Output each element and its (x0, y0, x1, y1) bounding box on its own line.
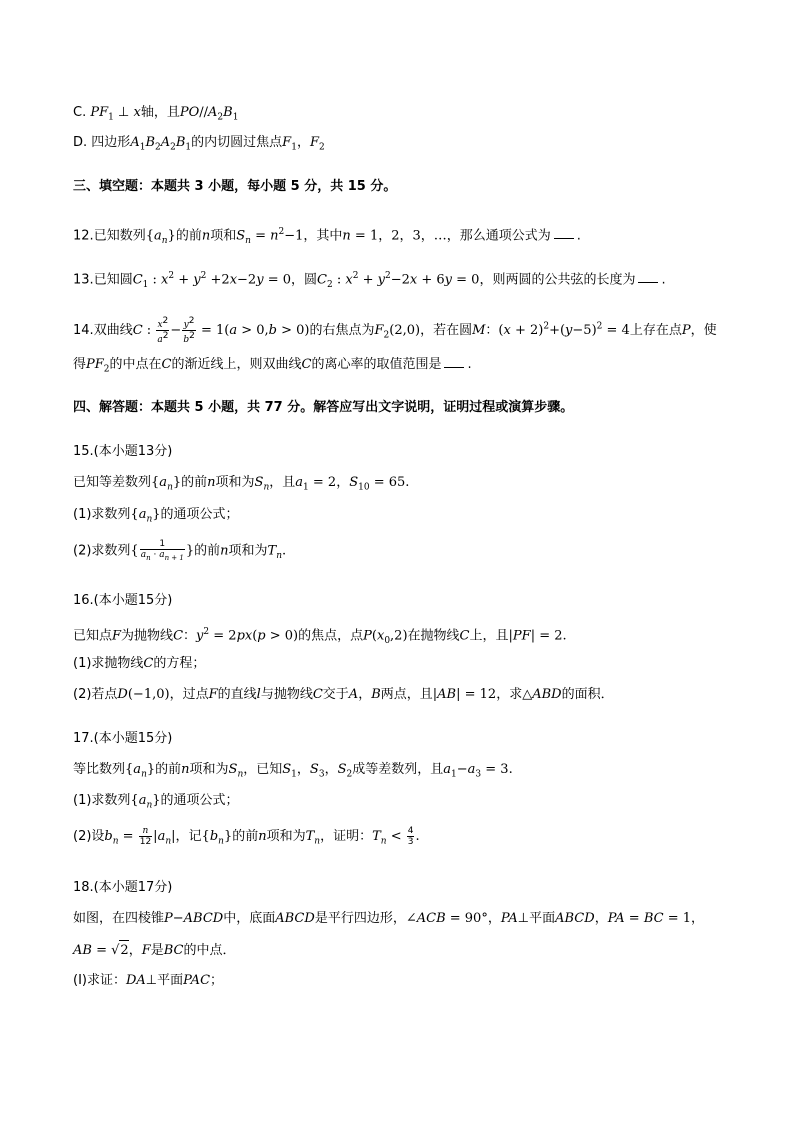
question-16-stem: 已知点F为抛物线C：$y^2 = 2px(p > 0)$的焦点，点$P(x_0,2)$在抛物线C上，且|PF| = 2. (73, 627, 567, 646)
option-c: C. $PF_1$ ⊥ x轴，且$PO//A_2B_1$ (73, 105, 239, 123)
question-17-header: 17.(本小题15分) (73, 731, 173, 746)
question-16-part-1: (1)求抛物线C的方程； (73, 656, 206, 671)
question-15-part-2: (2)求数列{ $\frac{1}{a_n \cdot a_{n + 1}}$ }的前n项和为$T_n$. (73, 539, 287, 562)
question-14: 14.双曲线C : $\frac{x^2}{a^2}$ − $\frac{y^2}{b^2}$ = 1(a > 0,b > 0)的右焦点为$F_2(2,0)$，若在圆M：$(x + 2)^2+(y-5)^2 = 4$上存在点P，使 (73, 316, 717, 345)
question-18-header: 18.(本小题17分) (73, 880, 173, 895)
question-17-part-2: (2)设$b_n$ = $\frac{n}{12}$ $|a_n|$，记$\{b_n\}$的前n项和为$T_n$，证明：$T_n$ < $\frac{4}{3}$ . (73, 826, 420, 847)
question-16-part-2: (2)若点D(−1,0)，过点F的直线l与抛物线C交于A，B两点，且|AB| = 12，求△ABD的面积． (73, 687, 614, 702)
question-17-part-1: (1)求数列$\{a_n\}$的通项公式； (73, 793, 239, 811)
question-14-cont: 得$PF_2$的中点在C的渐近线上，则双曲线C的离心率的取值范围是 . (73, 354, 734, 380)
question-16-header: 16.(本小题15分) (73, 593, 173, 608)
question-17-stem: 等比数列$\{a_n\}$的前n项和为$S_n$，已知$S_1$，$S_3$，$S_2$成等差数列，且$a_1-a_3 = 3$. (73, 762, 513, 780)
question-18-part-1: (Ⅰ)求证：DA⊥平面PAC； (73, 973, 224, 988)
question-15-header: 15.(本小题13分) (73, 444, 173, 459)
question-18-stem-cont: AB = √2，F是BC的中点． (73, 940, 734, 961)
option-d: D. 四边形$A_1B_2A_2B_1$的内切圆过焦点$F_1$，$F_2$ (73, 135, 325, 153)
question-15-stem: 已知等差数列$\{a_n\}$的前n项和为$S_n$，且$a_1 = 2$，$S_{10} = 65$. (73, 475, 410, 493)
question-18-stem: 如图，在四棱锥P−ABCD中，底面ABCD是平行四边形，∠ACB = 90°，PA⊥平面ABCD，PA = BC = 1， (73, 911, 705, 926)
question-13: 13.已知圆$C_1$ : $x^2 + y^2 +2x-2y = 0$，圆$C_2$ : $x^2 + y^2-2x + 6y = 0$，则两圆的公共弦的长度为 . (73, 271, 666, 290)
section-3-heading: 三、填空题：本题共 3 小题，每小题 5 分，共 15 分。 (73, 179, 397, 194)
question-12: 12.已知数列$\{a_n\}$的前n项和$S_n = n^2-1$，其中n = 1，2，3，…，那么通项公式为 . (73, 227, 581, 246)
section-4-heading: 四、解答题：本题共 5 小题，共 77 分。解答应写出文字说明，证明过程或演算步骤。 (73, 400, 574, 415)
question-15-part-1: (1)求数列$\{a_n\}$的通项公式； (73, 507, 239, 525)
